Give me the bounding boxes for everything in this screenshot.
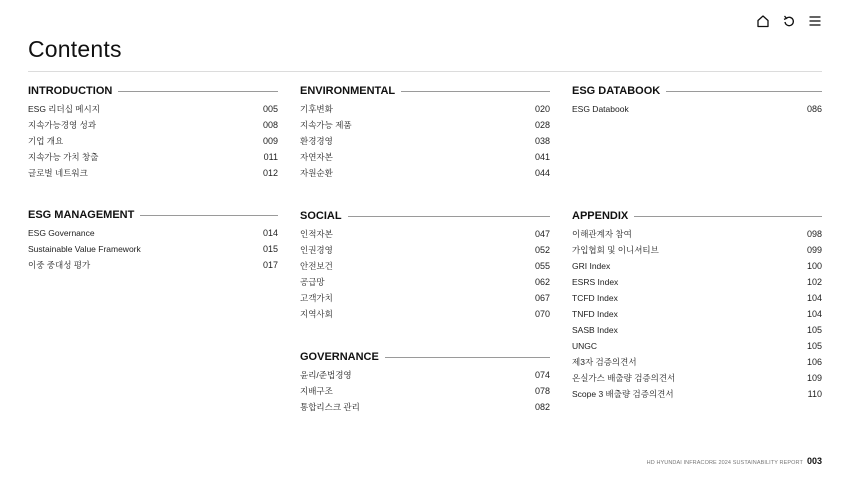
section-header xyxy=(28,208,278,222)
toc-entry[interactable] xyxy=(28,133,278,149)
section-governance xyxy=(300,350,550,415)
toc-entry-label: ESRS Index xyxy=(572,277,619,287)
toc-entry-page: 100 xyxy=(806,261,822,271)
toc-entry-page: 070 xyxy=(534,309,550,319)
toc-entry-page: 062 xyxy=(534,277,550,287)
section-header xyxy=(300,350,550,364)
toc-entry-label: 안전보건 xyxy=(300,261,333,271)
toc-entry-page: 106 xyxy=(806,357,822,367)
toc-entry-page: 015 xyxy=(262,244,278,254)
title-divider xyxy=(28,71,822,72)
section-title: ESG DATABOOK xyxy=(572,85,661,97)
section-title: ENVIRONMENTAL xyxy=(300,85,396,97)
toc-entry-label: 인권경영 xyxy=(300,245,333,255)
toc-entry-label: 제3자 검증의견서 xyxy=(572,357,637,367)
toc-entry-page: 009 xyxy=(262,136,278,146)
toc-entry[interactable] xyxy=(572,101,822,117)
toc-entry-label: 기업 개요 xyxy=(28,136,64,146)
toc-entry[interactable] xyxy=(300,383,550,399)
toc-entry[interactable] xyxy=(300,242,550,258)
toc-entry[interactable] xyxy=(300,258,550,274)
toc-entry[interactable] xyxy=(28,241,278,257)
footer-report-name: HD HYUNDAI INFRACORE 2024 SUSTAINABILITY REPORT xyxy=(646,460,803,466)
toc-entry-page: 038 xyxy=(534,136,550,146)
toc-entry-page: 011 xyxy=(263,152,278,162)
toc-entry[interactable] xyxy=(572,226,822,242)
toc-entry[interactable] xyxy=(572,386,822,402)
toc-entry[interactable] xyxy=(300,306,550,322)
toc-entry-page: 020 xyxy=(534,104,550,114)
menu-icon[interactable] xyxy=(808,14,822,28)
toc-entry-label: 공급망 xyxy=(300,277,325,287)
page-footer xyxy=(647,456,822,466)
toc-entry[interactable] xyxy=(572,370,822,386)
toc-entry[interactable] xyxy=(300,399,550,415)
toc-entry[interactable] xyxy=(300,367,550,383)
section-rule xyxy=(401,91,550,92)
toc-entry[interactable] xyxy=(300,133,550,149)
section-header xyxy=(300,84,550,98)
toc-entry-label: 자원순환 xyxy=(300,168,333,178)
section-rule xyxy=(385,357,550,358)
section-rule xyxy=(118,91,278,92)
toc-entry[interactable] xyxy=(300,117,550,133)
toc-entry-label: 지속가능경영 성과 xyxy=(28,120,97,130)
toc-entry-page: 086 xyxy=(806,104,822,114)
toc-entry-label: ESG Databook xyxy=(572,104,629,114)
toc-entry[interactable] xyxy=(28,165,278,181)
toc-entry-label: 기후변화 xyxy=(300,104,333,114)
home-icon[interactable] xyxy=(756,14,770,28)
toc-entry-label: 이중 중대성 평가 xyxy=(28,260,91,270)
toc-entry-page: 067 xyxy=(534,293,550,303)
toc-entry-page: 014 xyxy=(262,228,278,238)
toc-entry-page: 052 xyxy=(534,245,550,255)
toc-entry-label: 지속가능 가치 창출 xyxy=(28,152,99,162)
toc-entry[interactable] xyxy=(572,338,822,354)
toc-entry-label: 고객가치 xyxy=(300,293,333,303)
toc-entry-label: 통합리스크 관리 xyxy=(300,402,360,412)
section-title: ESG MANAGEMENT xyxy=(28,209,135,221)
toc-entry-page: 102 xyxy=(806,277,822,287)
toc-entry-label: 가입협회 및 이니셔티브 xyxy=(572,245,659,255)
toc-entry[interactable] xyxy=(300,290,550,306)
section-header xyxy=(28,84,278,98)
toc-entry[interactable] xyxy=(28,149,278,165)
section-title: GOVERNANCE xyxy=(300,351,379,363)
section-rule xyxy=(140,215,278,216)
toc-entry[interactable] xyxy=(300,165,550,181)
toc-entry[interactable] xyxy=(572,274,822,290)
toc-entry-page: 041 xyxy=(534,152,550,162)
toc-entry-label: 이해관계자 참여 xyxy=(572,229,632,239)
toc-entry-label: 지속가능 제품 xyxy=(300,120,352,130)
toc-entry-label: 환경경영 xyxy=(300,136,333,146)
toc-entry-label: TCFD Index xyxy=(572,293,618,303)
toc-entry-label: TNFD Index xyxy=(572,309,618,319)
toc-entry[interactable] xyxy=(572,242,822,258)
toc-entry-page: 105 xyxy=(806,341,822,351)
section-header xyxy=(300,209,550,223)
toc-entry[interactable] xyxy=(300,226,550,242)
section-title: INTRODUCTION xyxy=(28,85,113,97)
toc-entry-label: ESG Governance xyxy=(28,228,95,238)
section-rule xyxy=(348,216,550,217)
page-number: 003 xyxy=(806,456,822,466)
toc-entry[interactable] xyxy=(28,257,278,273)
section-title: SOCIAL xyxy=(300,210,342,222)
section-title: APPENDIX xyxy=(572,210,629,222)
toc-entry-label: 자연자본 xyxy=(300,152,333,162)
section-rule xyxy=(666,91,822,92)
toc-entry[interactable] xyxy=(300,274,550,290)
toc-entry-label: 인적자본 xyxy=(300,229,333,239)
toc-entry[interactable] xyxy=(572,290,822,306)
toc-entry-page: 055 xyxy=(534,261,550,271)
toc-entry-page: 044 xyxy=(534,168,550,178)
toc-entry-page: 074 xyxy=(534,370,550,380)
section-header xyxy=(572,209,822,223)
toc-entry-page: 109 xyxy=(806,373,822,383)
toc-entry-page: 104 xyxy=(806,309,822,319)
toc-entry-page: 078 xyxy=(534,386,550,396)
toc-entry-page: 047 xyxy=(534,229,550,239)
toc-entry-label: 지역사회 xyxy=(300,309,333,319)
toc-entry-label: 윤리/준법경영 xyxy=(300,370,352,380)
toc-entry[interactable] xyxy=(572,354,822,370)
section-environmental xyxy=(300,84,550,181)
section-header xyxy=(572,84,822,98)
page-title: Contents xyxy=(28,36,122,62)
section-esg-management xyxy=(28,208,278,273)
toc-entry[interactable] xyxy=(300,101,550,117)
section-social xyxy=(300,209,550,322)
toc-entry-page: 105 xyxy=(806,325,822,335)
toc-entry-page: 082 xyxy=(534,402,550,412)
toc-entry-page: 012 xyxy=(262,168,278,178)
section-rule xyxy=(634,216,822,217)
toc-entry-page: 099 xyxy=(806,245,822,255)
toc-entry-label: 글로벌 네트워크 xyxy=(28,168,88,178)
toc-entry-label: SASB Index xyxy=(572,325,618,335)
top-navigation xyxy=(756,14,822,28)
section-introduction xyxy=(28,84,278,181)
toc-entry-page: 110 xyxy=(807,389,822,399)
toc-entry[interactable] xyxy=(572,322,822,338)
toc-entry-page: 028 xyxy=(534,120,550,130)
toc-entry-label: UNGC xyxy=(572,341,598,351)
toc-entry-label: 온실가스 배출량 검증의견서 xyxy=(572,373,676,383)
toc-entry[interactable] xyxy=(28,225,278,241)
toc-entry-label: Sustainable Value Framework xyxy=(28,244,141,254)
toc-entry-page: 104 xyxy=(806,293,822,303)
toc-entry-page: 008 xyxy=(262,120,278,130)
back-icon[interactable] xyxy=(782,14,796,28)
toc-entry[interactable] xyxy=(572,306,822,322)
toc-entry-page: 017 xyxy=(262,260,278,270)
toc-entry-page: 098 xyxy=(806,229,822,239)
toc-entry[interactable] xyxy=(572,258,822,274)
toc-entry[interactable] xyxy=(300,149,550,165)
toc-entry[interactable] xyxy=(28,117,278,133)
toc-entry[interactable] xyxy=(28,101,278,117)
toc-entry-label: GRI Index xyxy=(572,261,611,271)
toc-entry-page: 005 xyxy=(262,104,278,114)
section-esg-databook xyxy=(572,84,822,117)
toc-entry-label: Scope 3 배출량 검증의견서 xyxy=(572,389,674,399)
toc-entry-label: ESG 리더십 메시지 xyxy=(28,104,100,114)
section-appendix xyxy=(572,209,822,402)
toc-entry-label: 지배구조 xyxy=(300,386,333,396)
